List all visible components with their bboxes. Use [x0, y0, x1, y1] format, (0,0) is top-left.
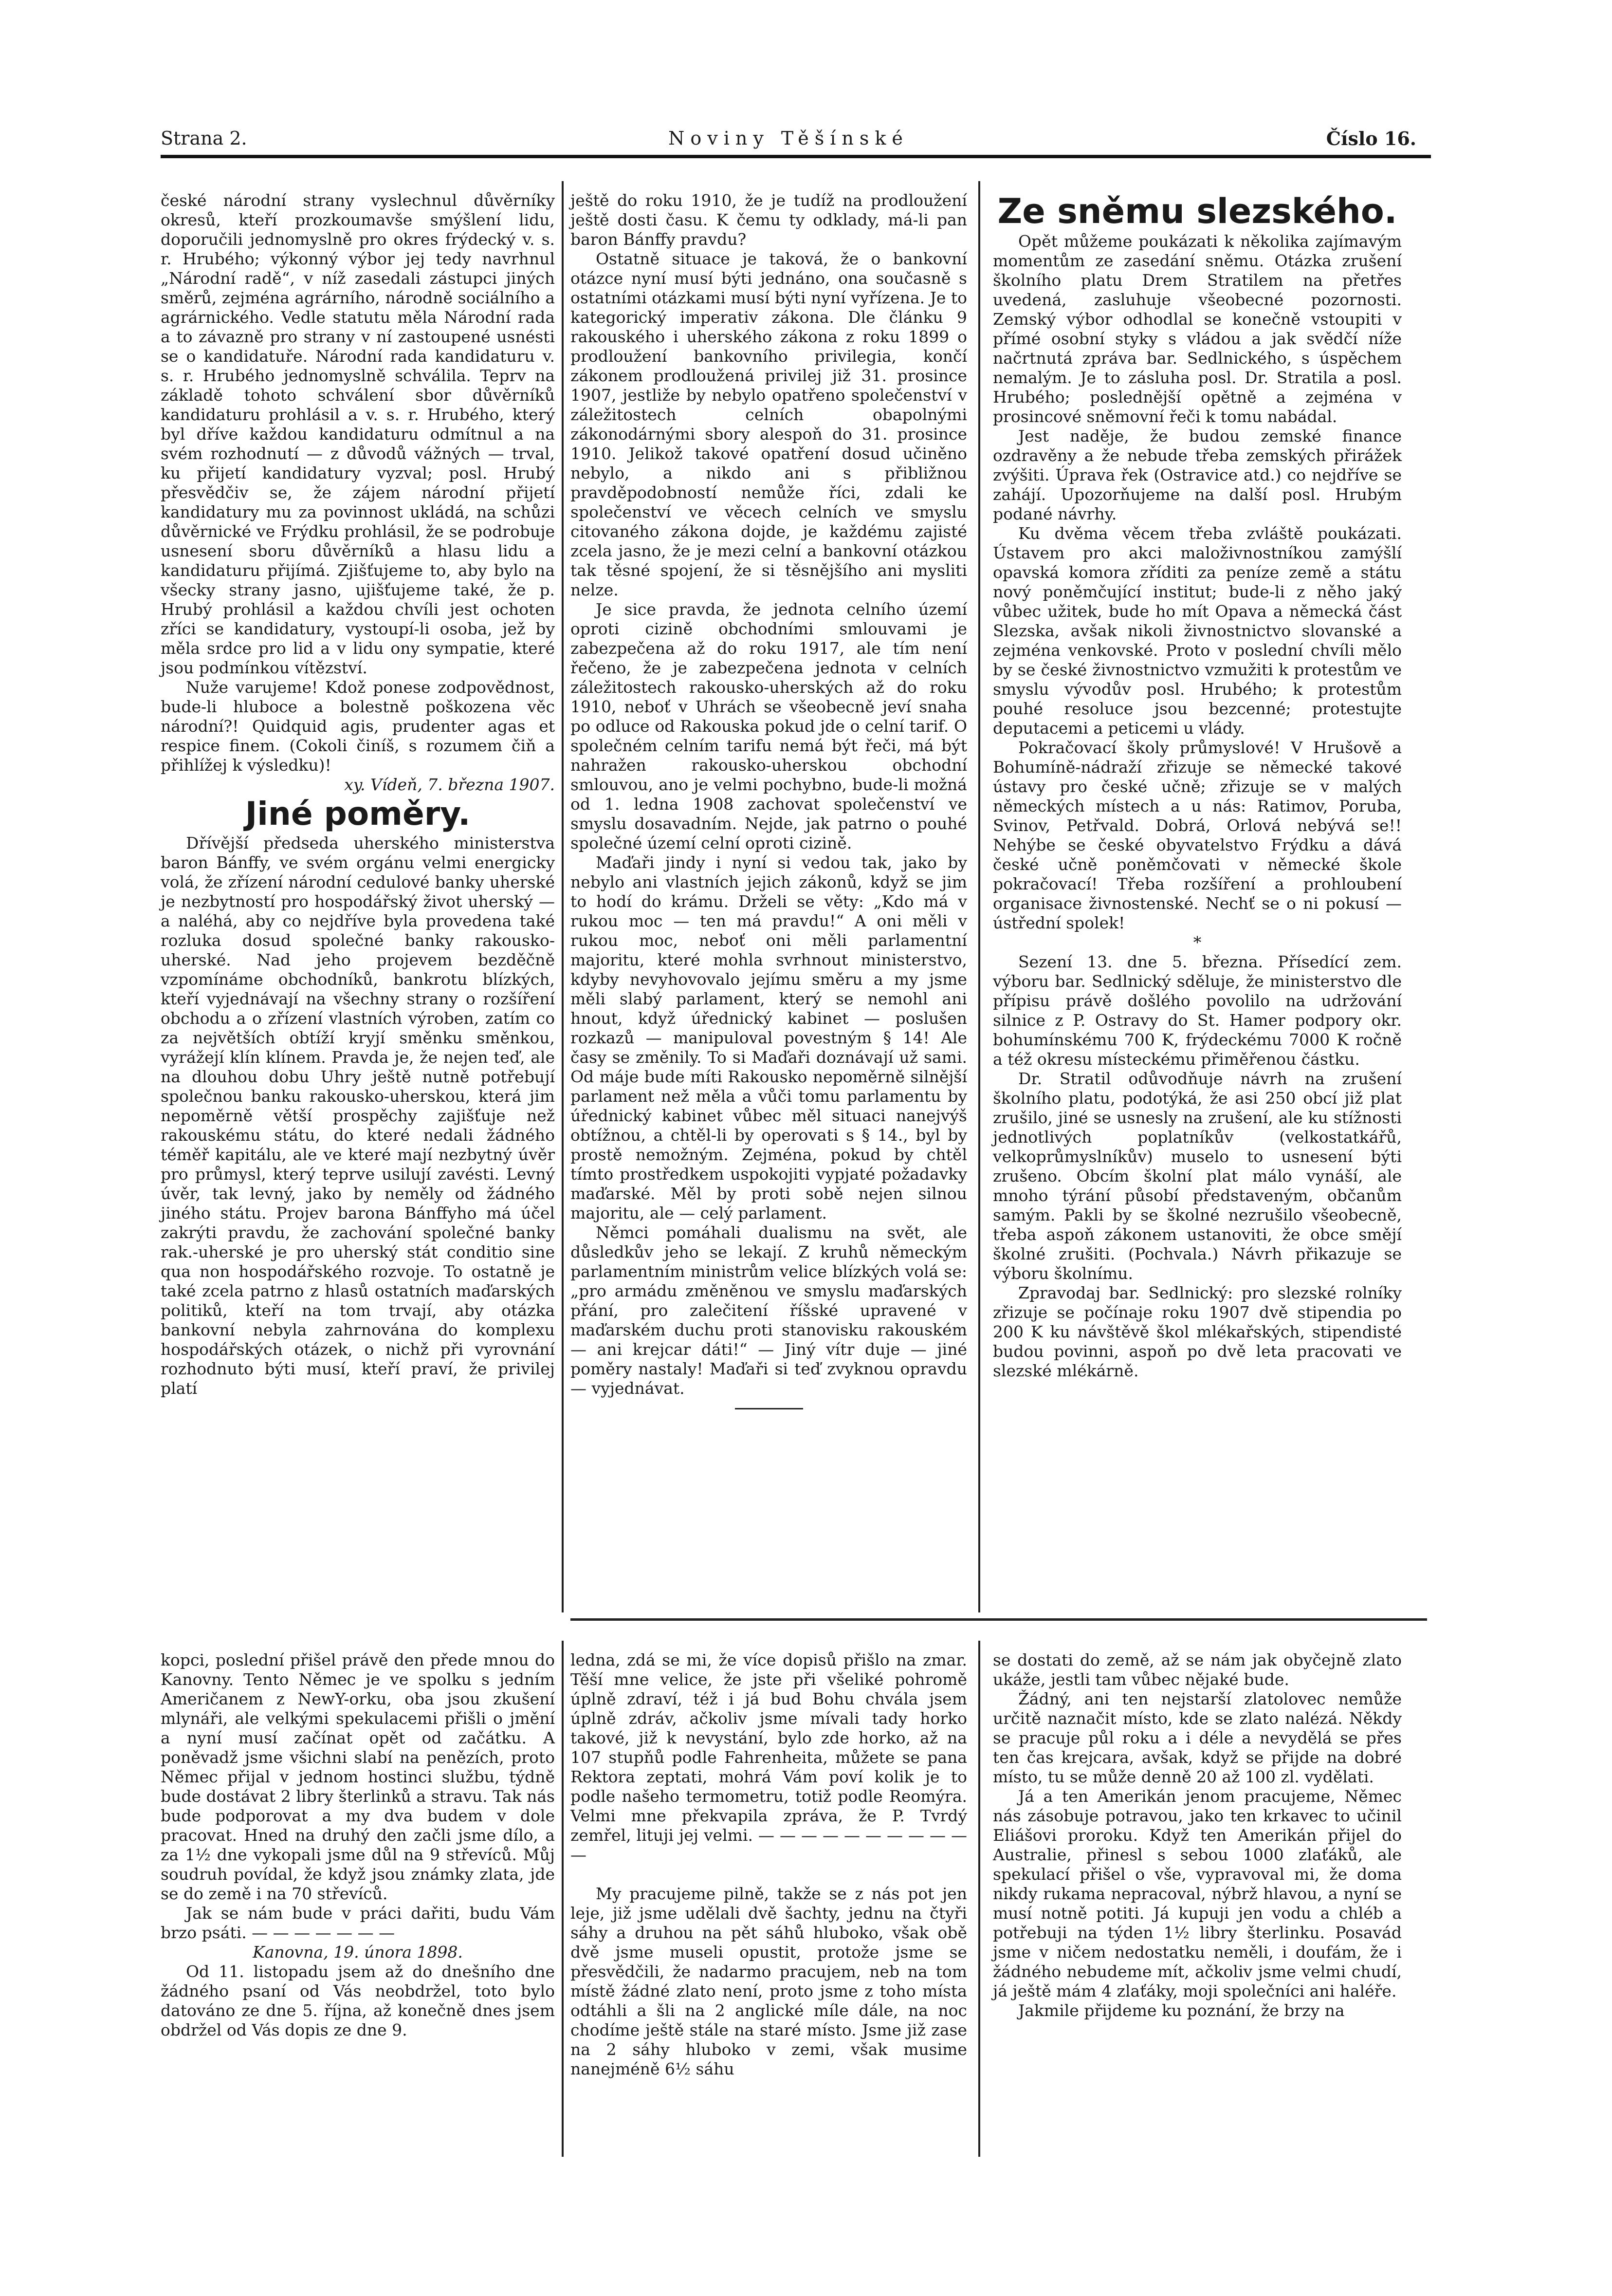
paragraph: My pracujeme pilně, takže se z nás pot jen leje, již jsme udělali dvě šachty, jednu na čtyři sáhy a druhou na pět sáhů hluboko, však obě dvě jsme museli opustit, protože jsme se přesvědčili, že nadarmo pracujem, neb na tom místě žádné zlato není, proto jsme z toho místa odtáhli a šli na 2 anglické míle dále, na noc chodíme ještě stále na staré místo. Jsme již zase na 2 sáhy hluboko v zemi, však musime nanejméně 6½ sáhu — [570, 1884, 967, 2078]
paragraph: ještě do roku 1910, že je tudíž na prodloužení ještě dosti času. K čemu ty odklady, má-li pan baron Bánffy pravdu? — [570, 191, 967, 249]
column-divider — [562, 1641, 564, 2157]
article-headline: Ze sněmu slezského. — [997, 191, 1397, 231]
paragraph: Je sice pravda, že jednota celního území oproti cizině obchodními smlouvami je zabezpečena až do roku 1917, ale tím není řečeno, že je zabezpečena jednota v celních záležitostech rakousko-uherských až do roku 1910, neboť v Uhrách se všeobecně jeví snaha po odluce od Rakouska pokud jde o celní tarif. O společném celním tarifu nemá být řeči, má být nahražen rakousko-uherskou obchodní smlouvou, ano je velmi pochybno, bude-li možná od 1. ledna 1908 zachovat společenství ve smyslu dosavadním. Nejde, jak patrno o pouhé společné území celní oproti cizině. — [570, 600, 967, 852]
paragraph: Žádný, ani ten nejstarší zlatolovec nemůže určitě naznačit místo, kde se zlato nalézá. Někdy se pracuje půl roku a i déle a nevydělá se přes ten čas krejcara, avšak, když se přijde na dobré místo, tu se může denně 20 až 100 zl. vydělati. — [993, 1689, 1402, 1786]
paragraph: Dřívější předseda uherského ministerstva baron Bánffy, ve svém orgánu velmi energicky volá, že zřízení národní cedulové banky uherské je nezbytností pro hospodářský život uherský — a naléhá, aby co nejdříve byla provedena také rozluka dosud společné banky rakousko-uherské. Nad jeho projevem bezděčně vzpomínáme obchodníků, bankrotu blízkých, kteří vyjednávají na všechny strany o rozšíření obchodu a o zřízení vlastních výroben, zatím co za největších obtíží kryjí směnku směnkou, vyrážejí klín klínem. Pravda je, že nejen teď, ale na dlouhou dobu Uhry ještě nutně potřebují společnou banku rakousko-uherskou, která jim nepoměrně větší prospěchy zajišťuje než rakouskému státu, do které nedali žádného téměř kapitálu, ale ve které mají nezbytný úvěr pro průmysl, který teprve usilují zavésti. Levný úvěr, tak levný, jako by neměly od žádného jiného státu. Projev barona Bánffyho má účel zakrýti pravdu, že zachování společné banky rak.-uherské je pro uherský stát conditio sine qua non hospodářského rozvoje. To ostatně je také zcela patrno z hlasů ostatních maďarských politiků, kteří na tom trvají, aby otázka bankovní nebyla zahrnována do komplexu hospodářských otázek, o nichž při vyrovnání rozhodnuto býti musí, kteří praví, že privilej platí — [161, 833, 555, 1398]
letter-dateline: Kanovna, 19. února 1898. — [253, 1943, 463, 1962]
paragraph: se dostati do země, až se nám jak obyčejně zlato ukáže, jestli tam vůbec nějaké bude. — [993, 1650, 1402, 1689]
paragraph: Ku dvěma věcem třeba zvláště poukázati. Ústavem pro akci maloživnostníkou zamýšlí opavská komora zříditi za peníze země a státu nový poněmčující institut; bude-li z něho jaký vůbec užitek, bude ho mít Opava a německá část Slezska, avšak nikoli živnostnictvo slovanské a zejména venkovské. Proto v poslední chvíli mělo by se české živnostnictvo vzmužiti k protestům ve smyslu vývodův posl. Hrubého; k protestům pouhé resoluce jsou bezcenné; protestujte deputacemi a peticemi u vlády. — [993, 524, 1402, 738]
paragraph: Němci pomáhali dualismu na svět, ale důsledkův jeho se lekají. Z kruhů německým parlamentním ministrům velice blízkých volá se: „pro armádu změněnou ve smyslu maďarských přání, pro zalečitení říšské upravené v maďarském duchu proti stanovisku rakouském — ani krejcar dáti!“ — Jiný vítr duje — jiné poměry nastaly! Maďaři si teď zvyknou opravdu — vyjednávat. — [570, 1223, 967, 1398]
article-end-rule — [735, 1408, 803, 1409]
issue-number: Číslo 16. — [1326, 128, 1416, 149]
paragraph: Od 11. listopadu jsem až do dnešního dne žádného psaní od Vás neobdržel, toto bylo datováno ze dne 5. října, až konečně dnes jsem obdržel od Vás dopis ze dne 9. — [161, 1962, 555, 2039]
paragraph: Jakmile přijdeme ku poznání, že brzy na — [1018, 2001, 1345, 2020]
paragraph: Sezení 13. dne 5. března. Přísedící zem. výboru bar. Sedlnický sděluje, že ministerstvo dle přípisu právě došlého povolilo na udržování silnice z P. Ostravy do St. Hamer podpory okr. bohumínskému 700 K, frýdeckému 7000 K ročně a též okresu místeckému přiměřenou částku. — [993, 952, 1402, 1069]
column-divider — [562, 181, 564, 1612]
paragraph: Nuže varujeme! Kdož ponese zodpovědnost, bude-li hluboce a bolestně poškozena věc národní?! Quidquid agis, prudenter agas et respice finem. (Cokoli činíš, s rozumem čiň a přihlížej k výsledku)! — [161, 678, 555, 775]
paragraph: Jest naděje, že budou zemské finance ozdravěny a že nebude třeba zemských přirážek zvýšiti. Úprava řek (Ostravice atd.) co nejdříve se zahájí. Upozorňujeme na další posl. Hrubým podané návrhy. — [993, 426, 1402, 523]
letter-column-2 — [570, 1650, 967, 2079]
paragraph: Já a ten Amerikán jenom pracujeme, Němec nás zásobuje potravou, jako ten krkavec to učinil Eliášovi proroku. Když ten Amerikán přijel do Australie, přinesl s sebou 1000 zlaťáků, ale spekulací přišel o vše, vypravoval mi, že doma nikdy rukama nepracoval, nýbrž hlavou, a nyní se musí notně potiti. Já kupuji jen vodu a chléb a potřebuji na týden 1½ libry šterlinku. Posavád jsme v ničem nedostatku neměli, i doufám, že i žádného nebudeme mít, ačkoliv jsme velmi chudí, já ještě mám 4 zlaťáky, moji společníci ani haléře. — [993, 1787, 1402, 2000]
column-divider — [978, 1641, 980, 2157]
header-rule — [161, 155, 1431, 158]
paragraph: Dr. Stratil odůvodňuje návrh na zrušení školního platu, podotýká, že asi 250 obcí již plat zrušilo, jiné se usnesly na zrušení, ale ku stížnosti jednotlivých poplatníkův (velkostatkářů, velkoprůmyslníkův) muselo to usnesení býti zrušeno. Obcím školní plat málo vynáší, ale mnoho týrání působí představeným, občanům samým. Pakli by se školné nezrušilo všeobecně, třeba aspoň zákonem ustanoviti, že obce smějí školné zrušiti. (Pochvala.) Návrh přikazuje se výboru školnímu. — [993, 1069, 1402, 1283]
letter-column-3 — [993, 1650, 1402, 2020]
article-column-2 — [570, 191, 967, 1421]
paragraph: Zpravodaj bar. Sedlnický: pro slezské rolníky zřizuje se počínaje roku 1907 dvě stipendia po 200 K ku návštěvě škol mlékařských, stipendisté budou povinni, aspoň po dvě leta pracovati ve slezské mlékárně. — [993, 1283, 1402, 1380]
article-column-1 — [161, 191, 555, 1398]
paragraph: ledna, zdá se mi, že více dopisů přišlo na zmar. Těší mne velice, že jste při všeliké pohromě úplně zdraví, též i já bud Bohu chvála jsem úplně zdráv, ačkoliv jsme mívali tady horko takové, již k nevystání, bylo zde horko, až na 107 stupňů podle Fahrenheita, můžete se pana Rektora zeptati, mohrá Vám poví kolik je to podle našeho termometru, totiž podle Reomýra. Velmi mne překvapila zpráva, že P. Tvrdý zemřel, lituji jej velmi. — — — — — — — — — — — — [570, 1650, 967, 1864]
paragraph: české národní strany vyslechnul důvěrníky okresů, kteří prozkoumavše smýšlení lidu, doporučili jednomyslně pro okres frýdecký v. s. r. Hrubého; výkonný výbor jej tedy navrhnul „Národní radě“, v níž zasedali zástupci jiných směrů, zejména agrárního, národně sociálního a agrárnického. Vedle statutu měla Národní rada a to závazně pro strany v ní zastoupené usnésti se o kandidatuře. Národní rada kandidaturu v. s. r. Hrubého jednomyslně schválila. Teprv na základě tohoto schválení sbor důvěrníků kandidaturu prohlásil a v. s. r. Hrubého, který byl dříve každou kandidaturu odmítnul a na svém rozhodnutí — z důvodů vážných — trval, ku přijetí kandidatury vyzval; posl. Hrubý přesvědčiv se, že zájem národní přijetí kandidatury mu za povinnost ukládá, na schůzi důvěrnické ve Frýdku prohlásil, že se podrobuje usnesení sboru důvěrníků a hlasu lidu a kandidaturu přijímá. Zjišťujeme to, aby bylo na všecky strany jasno, ujišťujeme také, že p. Hrubý prohlásil a každou chvíli jest ochoten zříci se kandidatury, vystoupí-li osoba, jež by měla srdce pro lid a v lidu ony sympatie, které jsou podmínkou vítězství. — [161, 191, 555, 677]
paragraph: Ostatně situace je taková, že o bankovní otázce nyní musí býti jednáno, ona současně s ostatními otázkami musí býti nyní vyřízena. Je to kategorický imperativ zákona. Dle článku 9 rakouského i uherského zákona z roku 1899 o prodloužení bankovního privilegia, končí zákonem prodloužená privilej již 31. prosince 1907, jestliže by nebylo opatřeno společenství v záležitostech celních obapolnými zákonodárnými sbory alespoň do 31. prosince 1910. Jelikož takové opatření dosud učiněno nebylo, a nikdo ani s přibližnou pravděpodobností nemůže říci, zdali ke společenství ve věcech celních ve smyslu citovaného zákona dojde, je každému zajisté zcela jasno, že je mezi celní a bankovní otázkou tak těsné spojení, že si těsnějšího ani mysliti nelze. — [570, 249, 967, 599]
article-headline: Jiné poměry. — [245, 795, 471, 833]
paragraph: kopci, poslední přišel právě den přede mnou do Kanovny. Tento Němec je ve spolku s jedním Američanem z NewY-orku, oba jsou zkušení mlynáři, ale velkými spekulacemi přišli o jmění a nyní musí začínat opět od začátku. A poněvadž jsme všichni slabí na penězích, proto Němec přijal v jednom hostinci službu, týdně bude dostávat 2 libry šterlinků a stravu. Tak nás bude podporovat a my dva budem v dole pracovat. Hned na druhý den začli jsme dílo, a za 1½ dne vykopali jsme důl na 9 střevíců. Můj soudruh povídal, že když jsou známky zlata, jde se do země i na 70 střevíců. — [161, 1650, 555, 1903]
column-divider — [978, 181, 980, 1612]
paragraph: Maďaři jindy i nyní si vedou tak, jako by nebylo ani vlastních jejich zákonů, když se jim to hodí do krámu. Drželi se věty: „Kdo má v rukou moc — ten má pravdu!“ A oni měli v rukou moc, neboť oni měli parlamentní majoritu, které mohla svrhnout ministerstvo, kdyby nevyhovovalo jejímu směru a my jsme měli slabý parlament, který se nemohl ani hnout, když úřednický kabinet — poslušen rozkazů — manipuloval povestným § 14! Ale časy se změnily. To si Maďaři doznávají už sami. Od máje bude míti Rakousko nepoměrně silnější parlament než měla a vůči tomu parlamentu by úřednický kabinet vůbec měl situaci nanejvýš obtížnou, a chtěl-li by operovati s § 14., byl by prostě nemožným. Zejména, pokud by chtěl tímto prostředkem uspokojiti vypjaté požadavky maďarské. Měl by proti sobě nejen silnou majoritu, ale — celý parlament. — [570, 853, 967, 1222]
section-star: * — [1193, 933, 1202, 952]
paragraph: Opět můžeme poukázati k několika zajímavým momentům ze zasedání sněmu. Otázka zrušení školního platu Drem Stratilem na přetřes uvedená, zasluhuje všeobecné pozornosti. Zemský výbor odhodlal se konečně vstoupiti v přímé osobní styky s vládou a jak svědčí níže načrtnutá zpráva bar. Sedlnického, s úspěchem nemalým. Je to zásluha posl. Dr. Stratila a posl. Hrubého; poslednější opětně a zejména v prosincové sněmovní řeči k tomu nabádal. — [993, 232, 1402, 426]
letter-column-1 — [161, 1650, 555, 2040]
article-column-3 — [993, 191, 1402, 1381]
newspaper-title: Noviny Těšínské — [668, 128, 909, 149]
paragraph: Pokračovací školy průmyslové! V Hrušově a Bohumíně-nádraží zřizuje se německé takové ústavy pro české učně; zřizuje se v malých německých místech a u nás: Ratimov, Poruba, Svinov, Petřvald. Dobrá, Orlová nebývá se!! Nehýbe se české obyvatelstvo Frýdku a dává české učně poněmčovati v německé škole pokračovací! Třeba rozšíření a prohloubení organisace živnostenské. Nechť se o ni pokusí — ústřední spolek! — [993, 738, 1402, 932]
section-divider — [570, 1618, 1427, 1621]
dateline: xy. Vídeň, 7. března 1907. — [344, 775, 555, 794]
paragraph: Jak se nám bude v práci dařiti, budu Vám brzo psáti. — — — — — — — — [161, 1904, 555, 1942]
page-number: Strana 2. — [161, 128, 247, 149]
